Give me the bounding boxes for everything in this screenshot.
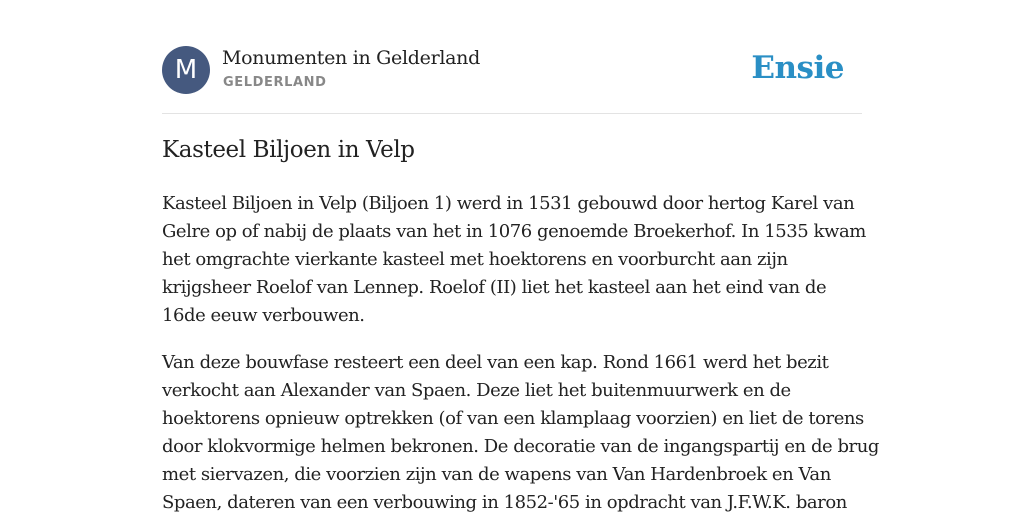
site-avatar[interactable]: M bbox=[162, 46, 210, 94]
paragraph-line: Spaen, dateren van een verbouwing in 1852-'65 in opdracht van J.F.W.K. baron bbox=[162, 492, 847, 512]
paragraph-line: Van deze bouwfase resteert een deel van een kap. Rond 1661 werd het bezit bbox=[162, 352, 829, 373]
article-paragraph bbox=[162, 190, 866, 330]
paragraph-line: Kasteel Biljoen in Velp (Biljoen 1) werd in 1531 gebouwd door hertog Karel van bbox=[162, 193, 855, 214]
site-title[interactable]: Monumenten in Gelderland bbox=[222, 47, 480, 69]
paragraph-line: Gelre op of nabij de plaats van het in 1076 genoemde Broekerhof. In 1535 kwam bbox=[162, 221, 866, 242]
paragraph-line: met siervazen, die voorzien zijn van de wapens van Van Hardenbroek en Van bbox=[162, 464, 831, 485]
paragraph-line: krijgsheer Roelof van Lennep. Roelof (II) liet het kasteel aan het eind van de bbox=[162, 277, 827, 298]
paragraph-line: verkocht aan Alexander van Spaen. Deze liet het buitenmuurwerk en de bbox=[162, 380, 791, 401]
paragraph-line: hoektorens opnieuw optrekken (of van een klamplaag voorzien) en liet de torens bbox=[162, 408, 864, 429]
article-body bbox=[162, 190, 879, 512]
paragraph-line: 16de eeuw verbouwen. bbox=[162, 305, 365, 326]
article-title: Kasteel Biljoen in Velp bbox=[162, 137, 415, 163]
site-header bbox=[162, 46, 862, 96]
header-divider bbox=[162, 113, 862, 114]
paragraph-line: het omgrachte vierkante kasteel met hoektorens en voorburcht aan zijn bbox=[162, 249, 788, 270]
site-category[interactable]: GELDERLAND bbox=[223, 75, 327, 90]
ensie-logo[interactable]: Ensie bbox=[751, 50, 844, 86]
article-paragraph bbox=[162, 349, 879, 512]
paragraph-line: door klokvormige helmen bekronen. De decoratie van de ingangspartij en de brug bbox=[162, 436, 879, 457]
